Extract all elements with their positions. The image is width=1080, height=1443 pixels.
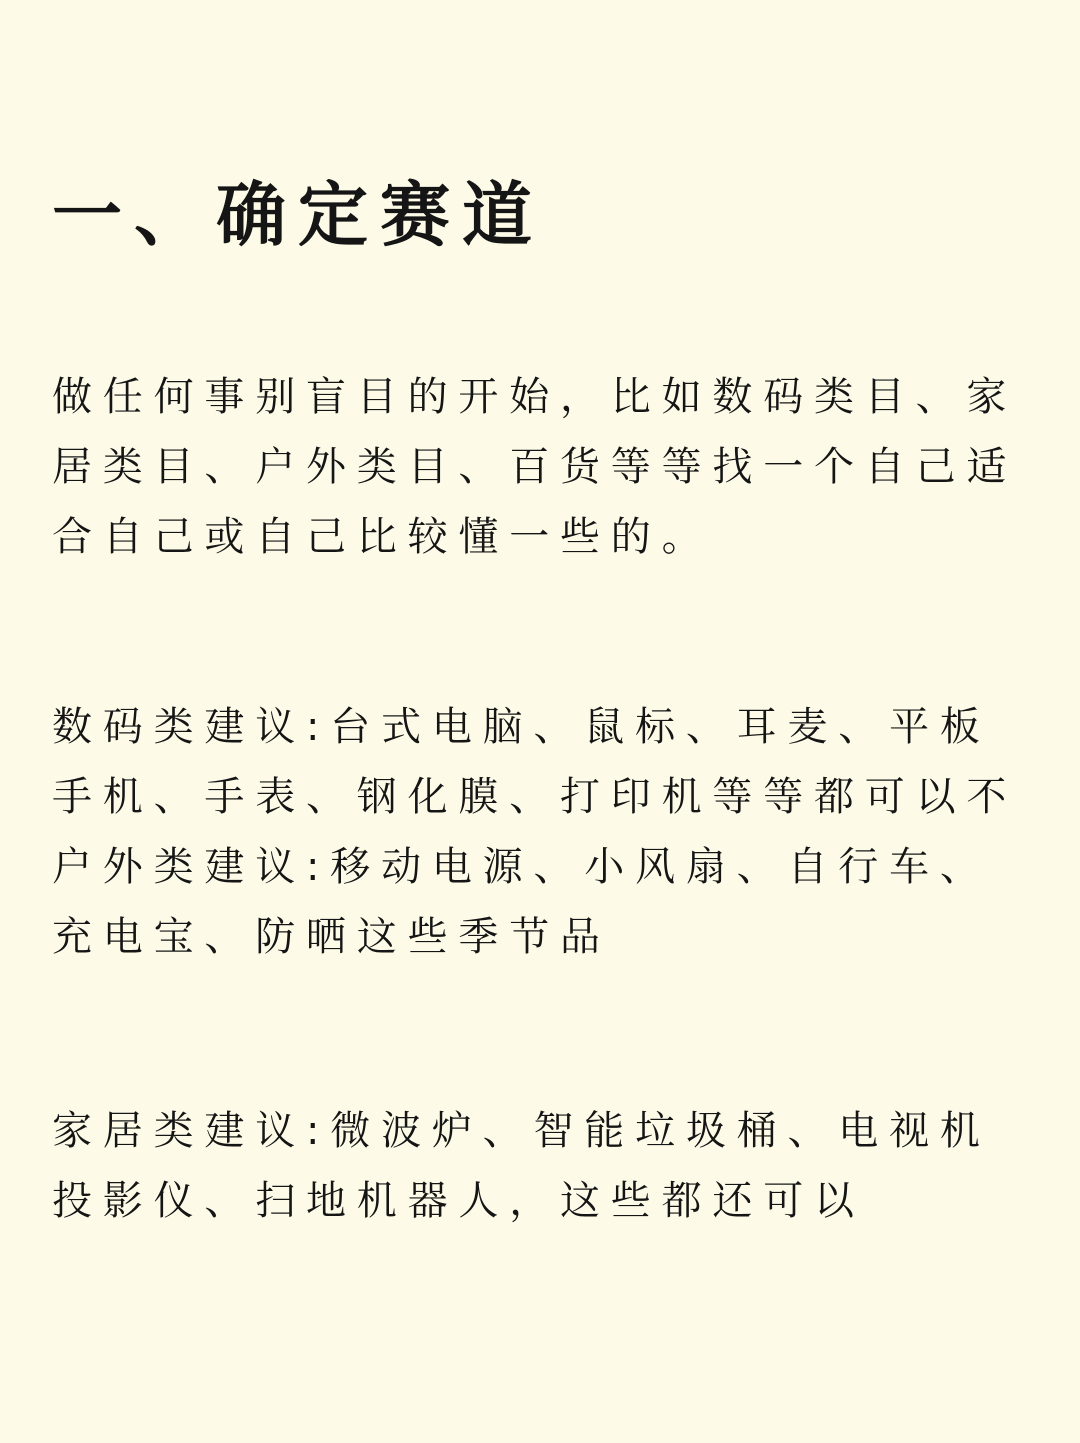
outdoor-line-1: 户外类建议:移动电源、小风扇、自行车、 bbox=[52, 844, 991, 890]
digital-outdoor-paragraph bbox=[52, 692, 1017, 972]
home-line-1: 家居类建议:微波炉、智能垃圾桶、电视机 bbox=[52, 1108, 991, 1154]
intro-paragraph bbox=[52, 362, 1017, 572]
intro-line-2: 居类目、户外类目、百货等等找一个自己适 bbox=[52, 444, 1018, 490]
section-title: 一、确定赛道 bbox=[52, 174, 544, 256]
home-paragraph bbox=[52, 1096, 991, 1236]
home-line-2: 投影仪、扫地机器人，这些都还可以 bbox=[52, 1178, 865, 1224]
outdoor-line-2: 充电宝、防晒这些季节品 bbox=[52, 914, 611, 960]
intro-line-3: 合自己或自己比较懂一些的。 bbox=[52, 514, 713, 560]
intro-line-1: 做任何事别盲目的开始，比如数码类目、家 bbox=[52, 374, 1018, 420]
digital-line-1: 数码类建议:台式电脑、鼠标、耳麦、平板 bbox=[52, 704, 991, 750]
digital-line-2: 手机、手表、钢化膜、打印机等等都可以不 bbox=[52, 774, 1018, 820]
